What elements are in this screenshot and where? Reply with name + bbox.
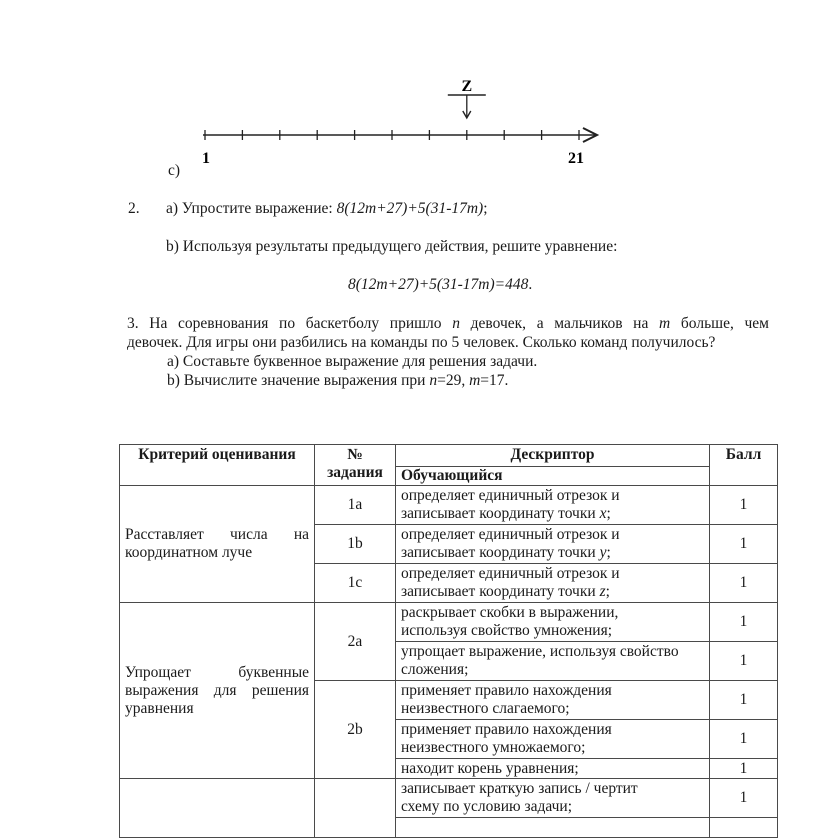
descriptor-line [401,700,704,718]
task2-part-a [166,199,488,218]
task-number-cell: 1c [315,564,396,603]
descriptor-end: ; [605,583,610,600]
task-number-cell: 1b [315,525,396,564]
criterion-cell [120,486,315,603]
var-n: n [429,372,438,389]
descriptor-end: ; [606,544,611,561]
descriptor-cell [396,525,710,564]
task3-text: девочек, а мальчиков на [459,315,660,332]
header-task-number [315,445,396,486]
descriptor-variable: y [599,544,607,561]
task2-a-suffix: ; [483,200,488,217]
score-cell: 1 [710,603,778,642]
rubric-row [120,779,778,818]
score-cell: 1 [710,564,778,603]
task-number-cell: 2b [315,681,396,779]
descriptor-cell [396,779,710,818]
score-cell: 1 [710,681,778,720]
descriptor-line [401,643,704,661]
descriptor-line [401,622,704,640]
descriptor-line [401,661,704,679]
task-number-cell [315,779,396,838]
number-line-start-label: 1 [202,150,210,167]
descriptor-line [401,544,704,562]
score-cell [710,818,778,838]
task3-text: больше, чем [670,315,769,332]
task2-equation-suffix: . [528,276,533,293]
header-row [120,445,778,467]
descriptor-text: применяет правило нахождения [401,682,612,699]
task3-line1 [127,314,769,333]
task3-part-a: a) Составьте буквенное выражение для решения задачи. [167,353,538,370]
criterion-cell [120,603,315,779]
header-criterion: Критерий оценивания [120,445,315,486]
descriptor-end: ; [606,505,611,522]
descriptor-text: используя свойство умножения; [401,622,613,639]
task3-line2: девочек. Для игры они разбились на команды по 5 человек. Сколько команд получилось? [127,334,716,351]
task3-text: 3. На соревнования по баскетболу пришло [127,315,453,332]
task3-b-text: =17. [480,372,509,389]
descriptor-text: определяет единичный отрезок и [401,565,620,582]
header-task-number-symbol: № [347,446,363,463]
descriptor-text: упрощает выражение, используя свойство [401,643,679,660]
descriptor-line [401,505,704,523]
descriptor-line [401,526,704,544]
descriptor-line [401,721,704,739]
criterion-text: координатном луче [125,544,253,561]
descriptor-cell [396,818,710,838]
descriptor-line [401,487,704,505]
criterion-text: выражения для решения [125,681,309,699]
descriptor-text: находит корень уравнения; [401,759,579,777]
descriptor-cell [396,486,710,525]
task2-number: 2. [128,200,140,217]
descriptor-text: неизвестного умножаемого; [401,739,586,756]
part-c-label: c) [168,162,181,179]
header-descriptor: Дескриптор [396,445,710,467]
task3-b-text: =29, [437,372,470,389]
task2-part-b: b) Используя результаты предыдущего действия, решите уравнение: [166,238,618,255]
descriptor-variable: x [599,505,607,522]
descriptor-text: неизвестного слагаемого; [401,700,570,717]
rubric-row [120,486,778,525]
score-cell: 1 [710,525,778,564]
descriptor-cell [396,720,710,759]
descriptor-line [401,604,704,622]
criterion-text: Расставляет числа на [125,526,309,543]
descriptor-line [401,780,704,798]
descriptor-line [401,682,704,700]
rubric-row [120,603,778,642]
score-cell: 1 [710,642,778,681]
task3-b-text: b) Вычислите значение выражения при [167,372,430,389]
descriptor-text: определяет единичный отрезок и [401,526,620,543]
header-score: Балл [710,445,778,486]
descriptor-text: записывает координату точки [401,583,600,600]
task2-a-prefix: a) Упростите выражение: [166,200,337,217]
header-task-number-word: задания [327,464,383,481]
number-line-axis [203,128,597,142]
var-m: m [469,372,481,389]
point-z-marker [448,95,486,118]
criterion-text: уравнения [125,699,194,717]
var-n: n [452,315,460,332]
score-cell: 1 [710,779,778,818]
score-cell: 1 [710,720,778,759]
descriptor-text: записывает координату точки [401,544,600,561]
descriptor-cell [396,681,710,720]
descriptor-variable: z [599,583,606,600]
descriptor-cell [396,603,710,642]
descriptor-line [401,565,704,583]
descriptor-cell [396,564,710,603]
score-cell: 1 [710,759,778,779]
descriptor-text: раскрывает скобки в выражении, [401,604,619,621]
task2-equation [348,275,532,294]
descriptor-cell [396,642,710,681]
descriptor-text: применяет правило нахождения [401,721,612,738]
descriptor-text: сложения; [401,661,469,678]
number-line-end-label: 21 [568,150,584,167]
descriptor-text: записывает координату точки [401,505,600,522]
point-z-label: Z [461,78,473,95]
descriptor-text: записывает краткую запись / чертит [401,780,638,797]
descriptor-line [401,798,704,816]
score-cell: 1 [710,486,778,525]
task-number-cell: 2a [315,603,396,681]
descriptor-text: определяет единичный отрезок и [401,487,620,504]
task2-equation-expr: 8(12m+27)+5(31-17m)=448 [348,276,529,293]
assessment-rubric-table [119,444,778,838]
header-learner: Обучающийся [396,467,710,486]
task-number-cell: 1a [315,486,396,525]
descriptor-cell [396,759,710,779]
task3-part-b [167,371,508,390]
descriptor-line [401,583,704,601]
descriptor-line [401,739,704,757]
descriptor-line [401,760,704,778]
descriptor-text: схему по условию задачи; [401,798,572,815]
number-line [0,0,826,200]
criterion-cell [120,779,315,838]
criterion-text: Упрощает буквенные [125,663,309,681]
task2-a-expression: 8(12m+27)+5(31-17m) [336,200,484,217]
var-m: m [659,315,671,332]
